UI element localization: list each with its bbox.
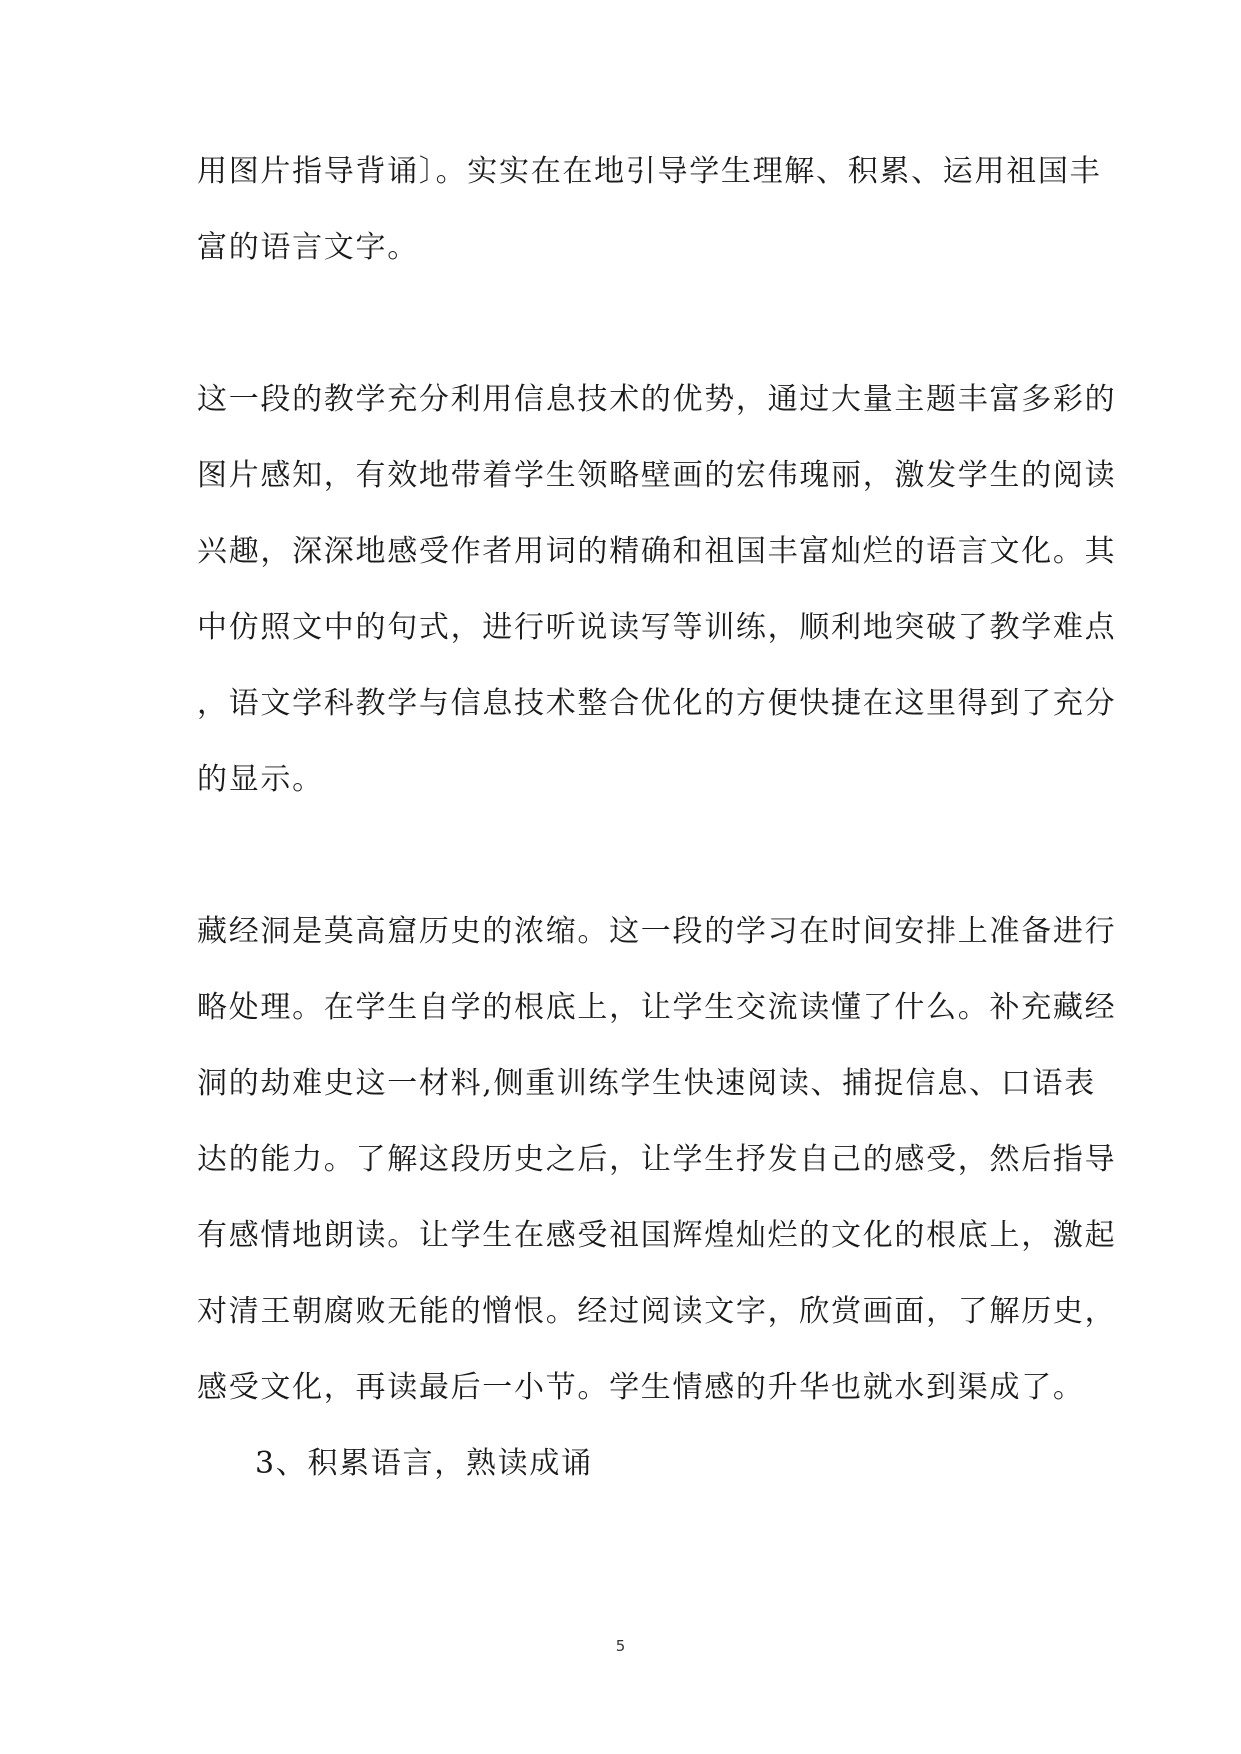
text-line: 有感情地朗读。让学生在感受祖国辉煌灿烂的文化的根底上，激起 bbox=[197, 1218, 1117, 1253]
text-line: 对清王朝腐败无能的憎恨。经过阅读文字，欣赏画面，了解历史， bbox=[197, 1294, 1117, 1329]
section-heading: 3、积累语言，熟读成诵 bbox=[255, 1446, 593, 1481]
text-line: 富的语言文字。 bbox=[197, 230, 419, 265]
text-line: 藏经洞是莫高窟历史的浓缩。这一段的学习在时间安排上准备进行 bbox=[197, 914, 1117, 949]
text-line: ，语文学科教学与信息技术整合优化的方便快捷在这里得到了充分 bbox=[197, 686, 1117, 721]
text-line: 达的能力。了解这段历史之后，让学生抒发自己的感受，然后指导 bbox=[197, 1142, 1117, 1177]
text-line: 感受文化，再读最后一小节。学生情感的升华也就水到渠成了。 bbox=[197, 1370, 1085, 1405]
page-number: 5 bbox=[615, 1637, 626, 1655]
text-line: 图片感知，有效地带着学生领略壁画的宏伟瑰丽，激发学生的阅读 bbox=[197, 458, 1117, 493]
text-line: 兴趣，深深地感受作者用词的精确和祖国丰富灿烂的语言文化。其 bbox=[197, 534, 1117, 569]
text-line: 这一段的教学充分利用信息技术的优势，通过大量主题丰富多彩的 bbox=[197, 382, 1117, 417]
text-line: 洞的劫难史这一材料,侧重训练学生快速阅读、捕捉信息、口语表 bbox=[197, 1066, 1096, 1101]
text-line: 的显示。 bbox=[197, 762, 324, 797]
text-line: 略处理。在学生自学的根底上，让学生交流读懂了什么。补充藏经 bbox=[197, 990, 1117, 1025]
text-line: 中仿照文中的句式，进行听说读写等训练，顺利地突破了教学难点 bbox=[197, 610, 1117, 645]
text-line: 用图片指导背诵〕。实实在在地引导学生理解、积累、运用祖国丰 bbox=[197, 154, 1102, 189]
